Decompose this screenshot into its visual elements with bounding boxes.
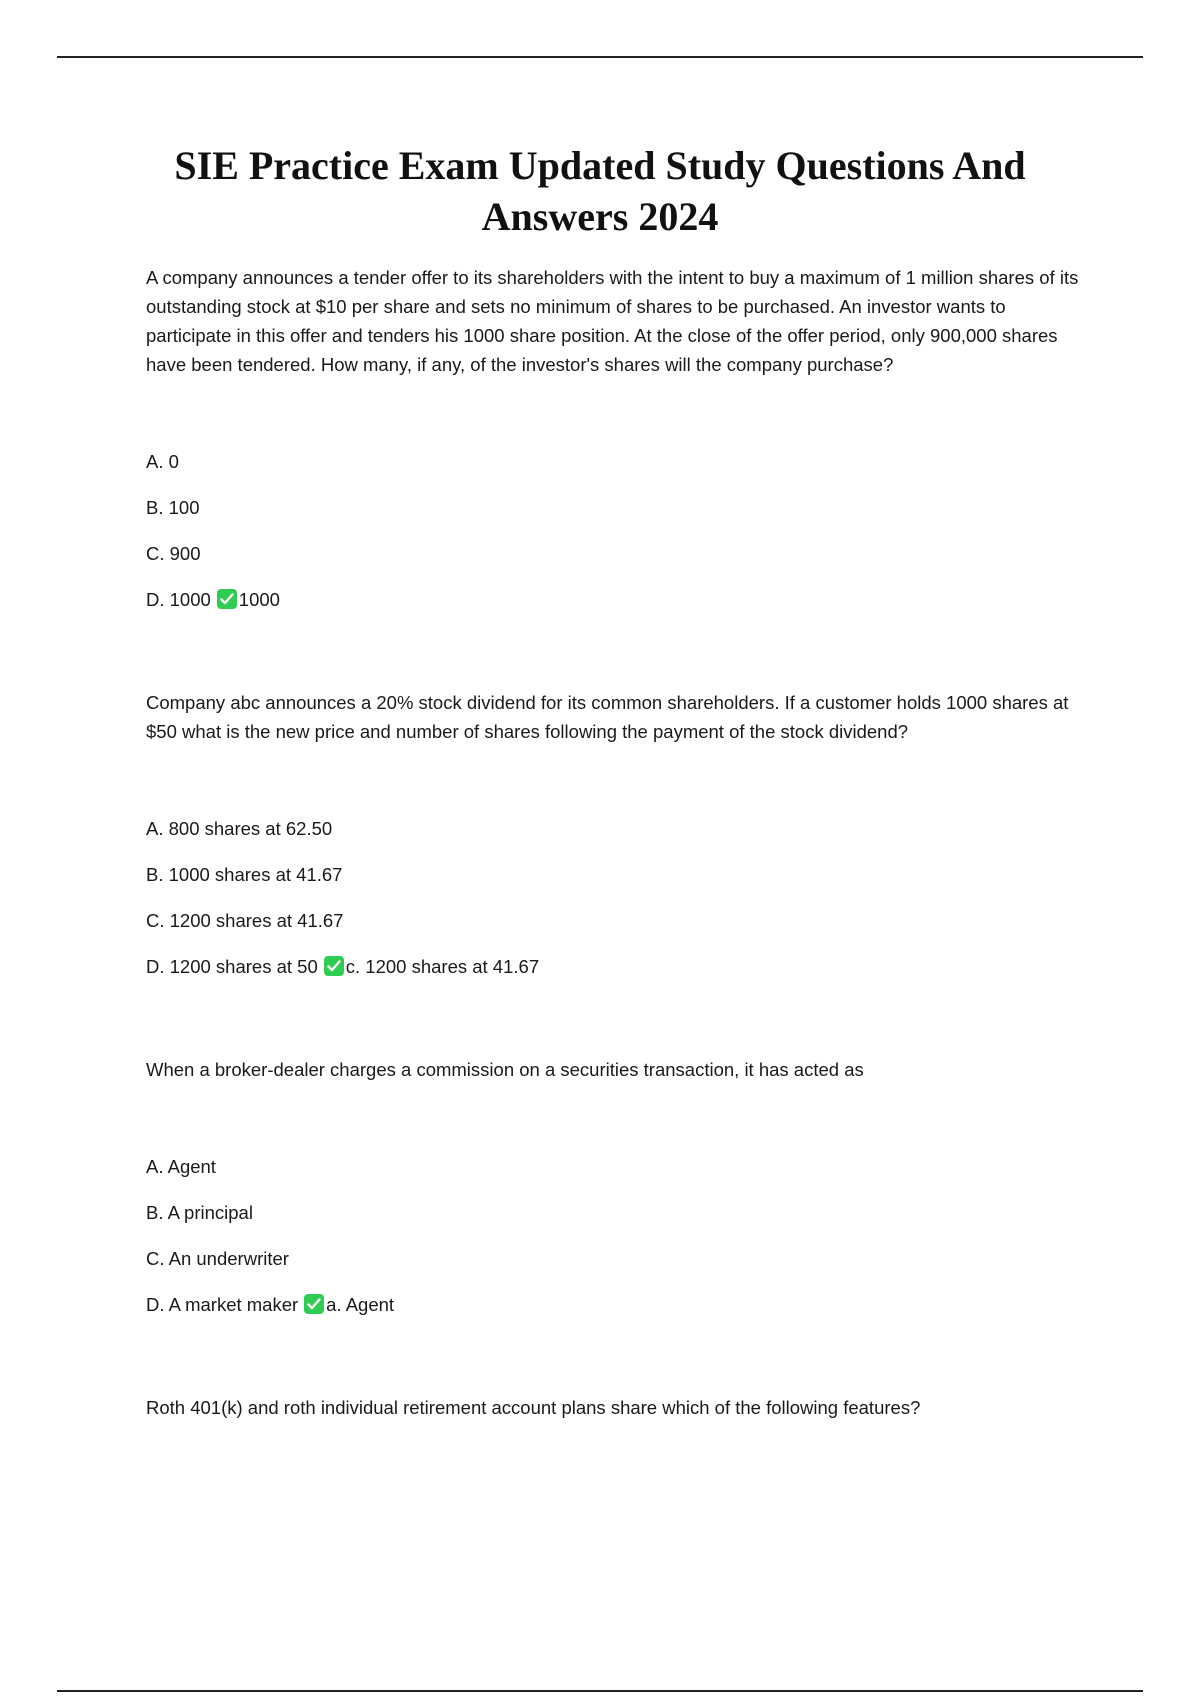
top-divider <box>57 56 1143 58</box>
check-mark-icon <box>217 589 237 609</box>
option-d <box>146 944 1086 990</box>
correct-answer: a. Agent <box>326 1294 395 1315</box>
option-a: A. 800 shares at 62.50 <box>146 818 333 839</box>
question-text: When a broker-dealer charges a commission on a securities transaction, it has acted as <box>146 1059 864 1080</box>
option-b: B. 100 <box>146 497 200 518</box>
question-1 <box>146 263 1086 623</box>
answer-options <box>146 1144 1086 1328</box>
correct-answer: c. 1200 shares at 41.67 <box>345 956 540 977</box>
question-4 <box>146 1393 1086 1422</box>
document-title: SIE Practice Exam Updated Study Questions And Answers 2024 <box>174 143 1026 239</box>
correct-answer: 1000 <box>238 589 280 610</box>
question-text: Roth 401(k) and roth individual retirement account plans share which of the following features? <box>146 1397 921 1418</box>
check-mark-icon <box>324 956 344 976</box>
answer-options <box>146 806 1086 990</box>
option-d-label: D. A market maker <box>146 1294 299 1315</box>
question-2 <box>146 688 1086 990</box>
document-body <box>146 263 1086 1422</box>
bottom-divider <box>57 1690 1143 1692</box>
option-b: B. 1000 shares at 41.67 <box>146 864 343 885</box>
check-mark-icon <box>304 1294 324 1314</box>
option-c: C. 1200 shares at 41.67 <box>146 910 344 931</box>
option-b: B. A principal <box>146 1202 253 1223</box>
option-c: C. 900 <box>146 543 201 564</box>
option-d-label: D. 1000 <box>146 589 211 610</box>
question-text: Company abc announces a 20% stock dividend for its common shareholders. If a customer holds 1000 shares at $50 what is the new price and number of shares following the payment of the stock dividend? <box>146 692 1069 742</box>
option-c: C. An underwriter <box>146 1248 289 1269</box>
option-a: A. 0 <box>146 451 179 472</box>
question-3 <box>146 1055 1086 1328</box>
question-text: A company announces a tender offer to its shareholders with the intent to buy a maximum of 1 million shares of its outstanding stock at $10 per share and sets no minimum of shares to be purchased. An investor wants to participate in this offer and tenders his 1000 share position. At the close of the offer period, only 900,000 shares have been tendered. How many, if any, of the investor's shares will the company purchase? <box>146 267 1079 375</box>
answer-options <box>146 439 1086 623</box>
option-d-label: D. 1200 shares at 50 <box>146 956 318 977</box>
option-d <box>146 577 1086 623</box>
option-d <box>146 1282 1086 1328</box>
option-a: A. Agent <box>146 1156 216 1177</box>
